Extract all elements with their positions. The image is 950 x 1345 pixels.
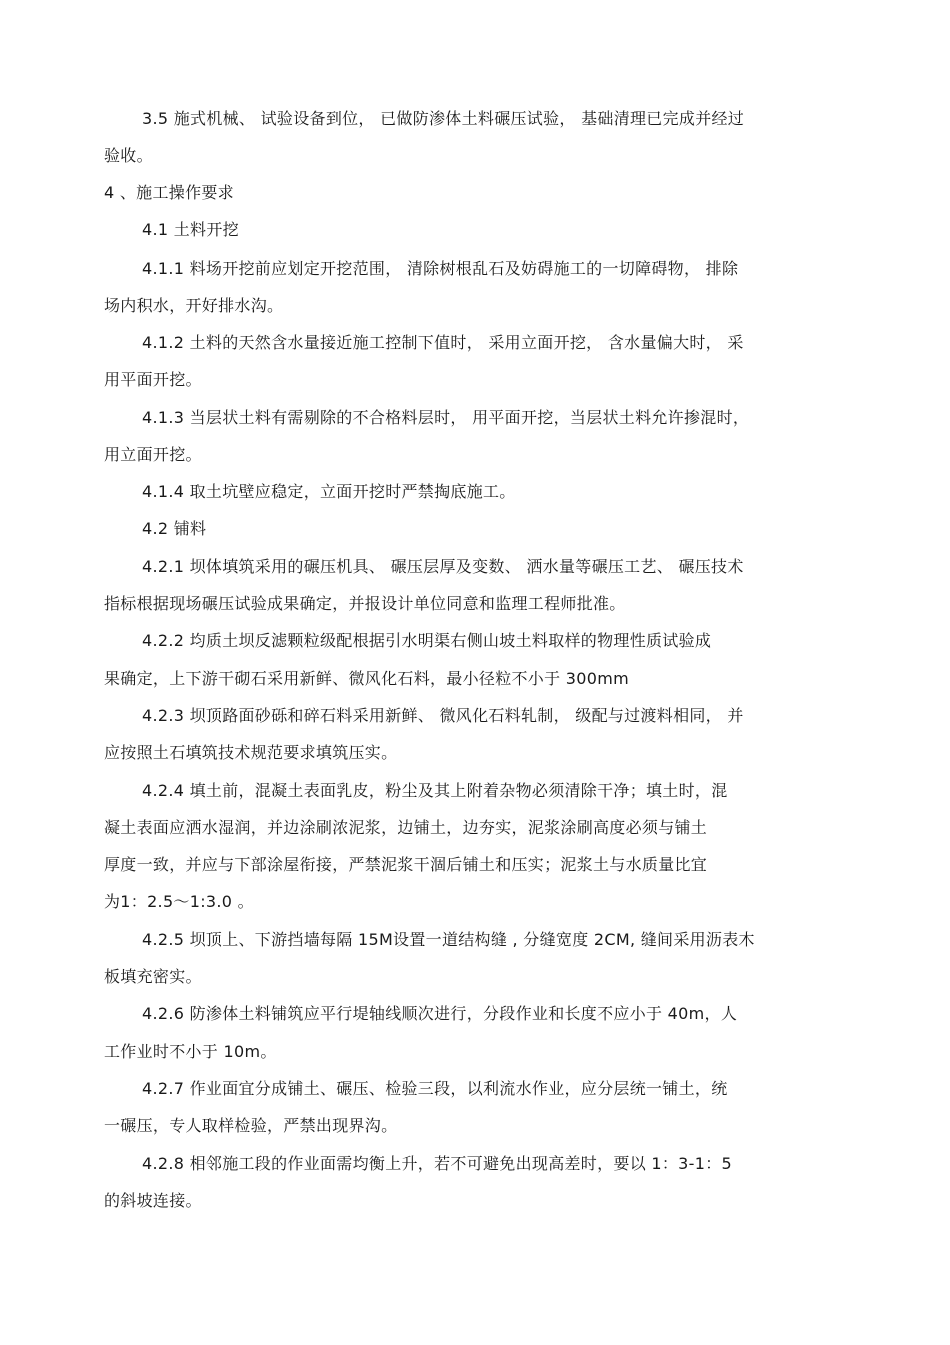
paragraph-3-5-line-2: 验收。 bbox=[104, 146, 153, 165]
paragraph-4-2-7-line-1: 4.2.7 作业面宜分成铺土、碾压、检验三段，以利流水作业，应分层统一铺土，统 bbox=[142, 1079, 728, 1098]
paragraph-4-1-1-line-2: 场内积水，开好排水沟。 bbox=[104, 296, 284, 315]
section-heading-4: 4 、施工操作要求 bbox=[104, 183, 234, 202]
subsection-heading-4-1: 4.1 土料开挖 bbox=[142, 220, 239, 239]
paragraph-4-2-6-line-1: 4.2.6 防渗体土料铺筑应平行堤轴线顺次进行，分段作业和长度不应小于 40m，人 bbox=[142, 1004, 738, 1023]
paragraph-4-2-5-line-2: 板填充密实。 bbox=[104, 967, 202, 986]
paragraph-4-1-4: 4.1.4 取土坑壁应稳定，立面开挖时严禁掏底施工。 bbox=[142, 482, 516, 501]
paragraph-4-2-4-line-4: 为1：2.5～1:3.0 。 bbox=[104, 892, 254, 911]
paragraph-4-2-1-line-2: 指标根据现场碾压试验成果确定，并报设计单位同意和监理工程师批准。 bbox=[104, 594, 626, 613]
paragraph-4-1-3-line-2: 用立面开挖。 bbox=[104, 445, 202, 464]
paragraph-4-1-2-line-1: 4.1.2 土料的天然含水量接近施工控制下值时， 采用立面开挖， 含水量偏大时， 采 bbox=[142, 333, 744, 352]
paragraph-4-2-5-line-1: 4.2.5 坝顶上、下游挡墙每隔 15M设置一道结构缝 , 分缝宽度 2CM, 缝间采用沥表木 bbox=[142, 930, 755, 949]
paragraph-4-2-6-line-2: 工作业时不小于 10m。 bbox=[104, 1042, 277, 1061]
paragraph-4-2-8-line-2: 的斜坡连接。 bbox=[104, 1191, 202, 1210]
paragraph-4-2-4-line-1: 4.2.4 填土前，混凝土表面乳皮，粉尘及其上附着杂物必须清除干净；填土时，混 bbox=[142, 781, 728, 800]
paragraph-4-2-4-line-3: 厚度一致，并应与下部涂屋衔接，严禁泥浆干涸后铺土和压实；泥浆土与水质量比宜 bbox=[104, 855, 708, 874]
paragraph-4-2-1-line-1: 4.2.1 坝体填筑采用的碾压机具、 碾压层厚及变数、 洒水量等碾压工艺、 碾压技术 bbox=[142, 557, 744, 576]
paragraph-4-2-2-line-1: 4.2.2 均质土坝反滤颗粒级配根据引水明渠右侧山坡土料取样的物理性质试验成 bbox=[142, 631, 712, 650]
paragraph-4-1-1-line-1: 4.1.1 料场开挖前应划定开挖范围， 清除树根乱石及妨碍施工的一切障碍物， 排除 bbox=[142, 259, 739, 278]
paragraph-3-5-line-1: 3.5 施式机械、 试验设备到位， 已做防渗体土料碾压试验， 基础清理已完成并经过 bbox=[142, 109, 745, 128]
paragraph-4-1-3-line-1: 4.1.3 当层状土料有需剔除的不合格料层时， 用平面开挖，当层状土料允许掺混时， bbox=[142, 408, 750, 427]
paragraph-4-2-2-line-2: 果确定，上下游干砌石采用新鲜、微风化石料，最小径粒不小于 300mm bbox=[104, 669, 629, 688]
paragraph-4-2-7-line-2: 一碾压，专人取样检验，严禁出现界沟。 bbox=[104, 1116, 398, 1135]
paragraph-4-2-3-line-1: 4.2.3 坝顶路面砂砾和碎石料采用新鲜、 微风化石料轧制， 级配与过渡料相同， 并 bbox=[142, 706, 744, 725]
paragraph-4-1-2-line-2: 用平面开挖。 bbox=[104, 370, 202, 389]
subsection-heading-4-2: 4.2 铺料 bbox=[142, 519, 207, 538]
paragraph-4-2-3-line-2: 应按照土石填筑技术规范要求填筑压实。 bbox=[104, 743, 398, 762]
paragraph-4-2-8-line-1: 4.2.8 相邻施工段的作业面需均衡上升，若不可避免出现高差时，要以 1：3-1：5 bbox=[142, 1154, 732, 1173]
paragraph-4-2-4-line-2: 凝土表面应洒水湿润，并边涂刷浓泥浆，边铺土，边夯实，泥浆涂刷高度必须与铺土 bbox=[104, 818, 708, 837]
